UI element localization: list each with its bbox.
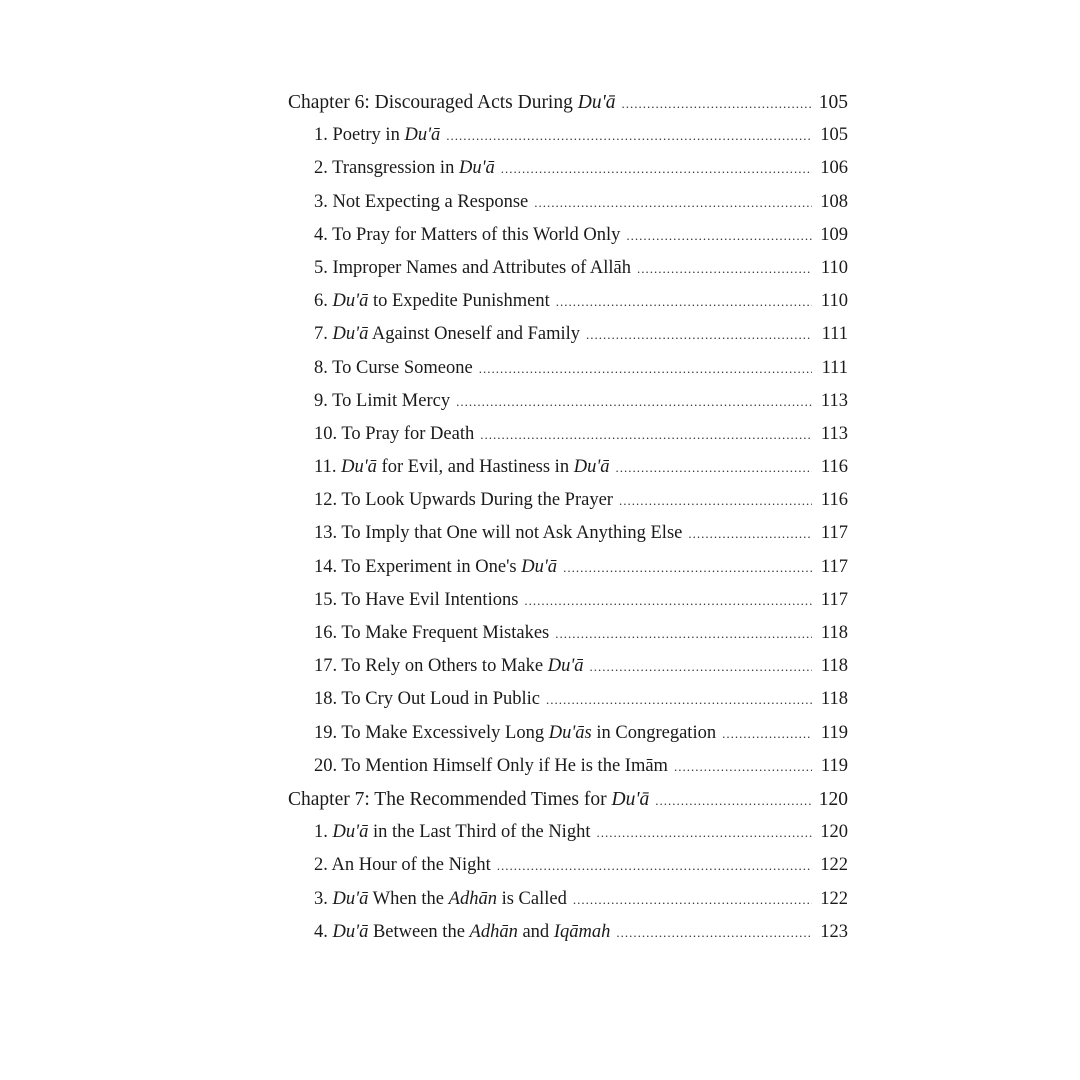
toc-title-segment: 8. To Curse Someone [314,357,473,378]
toc-page-number: 108 [820,191,848,212]
toc-entry-title [314,689,540,710]
toc-title-segment: 3. [314,888,333,909]
toc-page-number: 111 [821,324,848,345]
toc-title-segment: 4. To Pray for Matters of this World Only [314,224,621,245]
dot-leader [501,161,812,177]
toc-entry [288,158,848,191]
toc-page-number: 119 [820,722,848,743]
dot-leader [616,925,812,941]
toc-page-number: 105 [820,125,848,146]
toc-entry-title [314,358,473,379]
toc-title-italic-segment: Iqāmah [553,921,611,942]
toc-entry [288,855,848,888]
toc-entry-title [314,225,620,246]
dot-leader [480,427,812,443]
toc-title-segment: for Evil, and Hastiness in [376,457,574,478]
toc-entry-title [314,723,716,744]
dot-leader [590,659,812,675]
dot-leader [497,858,812,874]
toc-entry [288,523,848,556]
toc-page-number: 105 [818,92,848,113]
dot-leader [674,759,812,775]
toc-title-segment: 15. To Have Evil Intentions [314,589,519,610]
toc-title-segment: 12. To Look Upwards During the Prayer [314,490,613,511]
toc-title-italic-segment: Du'ā [332,921,369,942]
table-of-contents [288,92,848,955]
toc-entry [288,723,848,756]
toc-title-segment: 20. To Mention Himself Only if He is the Imām [314,755,668,776]
toc-title-segment: 6. [314,291,333,312]
dot-leader [446,128,812,144]
dot-leader [596,825,812,841]
dot-leader [534,195,812,211]
toc-entry-title [314,623,549,644]
toc-entry [288,258,848,291]
toc-page-number: 118 [820,689,848,710]
toc-title-segment: Between the [368,921,470,942]
toc-title-segment: in the Last Third of the Night [368,822,591,843]
toc-entry-title [288,92,616,114]
toc-title-segment: Chapter 6: Discouraged Acts During [288,92,578,113]
toc-title-segment: is Called [496,888,567,909]
toc-page-number: 110 [820,257,848,278]
dot-leader [479,361,812,377]
toc-entry-title [288,789,649,811]
toc-entry-title [314,889,567,910]
toc-title-italic-segment: Du'ā [573,457,610,478]
toc-title-italic-segment: Adhān [469,921,518,942]
toc-entry-title [314,855,491,876]
toc-title-italic-segment: Du'ā [341,457,377,478]
dot-leader [655,793,812,809]
toc-entry-title [314,557,557,578]
toc-entry [288,623,848,656]
toc-entry-title [314,391,450,412]
toc-page-number: 122 [820,855,848,876]
toc-title-segment: 10. To Pray for Death [314,423,475,444]
toc-title-italic-segment: Du'ā [577,92,616,113]
toc-title-italic-segment: Adhān [448,888,497,909]
toc-entry [288,490,848,523]
dot-leader [722,726,812,742]
toc-title-segment: 18. To Cry Out Loud in Public [314,689,541,710]
toc-entry [288,125,848,158]
toc-title-segment: When the [368,888,449,909]
toc-title-segment: 19. To Make Excessively Long [314,722,549,743]
toc-title-segment: and [517,921,554,942]
toc-entry [288,192,848,225]
toc-title-segment: 13. To Imply that One will not Ask Anything Else [314,523,683,544]
toc-page-number: 123 [820,921,848,942]
toc-title-segment: 16. To Make Frequent Mistakes [314,623,550,643]
toc-title-segment: to Expedite Punishment [368,291,550,312]
toc-title-segment: in Congregation [591,722,717,743]
toc-chapter-heading [288,92,848,125]
toc-title-segment: Against Oneself and Family [368,324,581,345]
toc-entry [288,358,848,391]
dot-leader [555,626,812,642]
toc-title-italic-segment: Du'ā [404,125,441,146]
toc-chapter-heading [288,789,848,822]
toc-entry [288,391,848,424]
toc-page-number: 116 [820,457,848,478]
dot-leader [456,394,812,410]
toc-page-number: 117 [820,523,848,544]
dot-leader [573,892,812,908]
toc-title-italic-segment: Du'ā [332,888,369,909]
toc-title-segment: Chapter 7: The Recommended Times for [288,788,612,810]
toc-title-segment: 17. To Rely on Others to Make [314,656,548,677]
toc-title-segment: 2. An Hour of the Night [314,855,491,876]
toc-entry-title [314,457,610,478]
toc-entry-title [314,656,584,677]
toc-entry-title [314,490,613,511]
toc-entry [288,225,848,258]
toc-title-segment: 7. [314,324,333,345]
toc-title-italic-segment: Du'ā [332,291,369,312]
toc-page-number: 113 [820,390,848,411]
toc-page-number: 118 [820,656,848,677]
toc-title-segment: 1. Poetry in [314,125,405,146]
toc-title-segment: 14. To Experiment in One's [314,556,522,577]
dot-leader [688,526,812,542]
toc-entry [288,291,848,324]
toc-page-number: 119 [820,755,848,776]
toc-title-italic-segment: Du'ās [548,722,592,743]
toc-entry-title [314,590,518,611]
toc-title-segment: 4. [314,921,333,942]
toc-page-number: 117 [820,589,848,610]
dot-leader [616,460,812,476]
toc-title-segment: 5. Improper Names and Attributes of Allāh [314,257,632,278]
toc-entry-title [314,822,590,843]
toc-entry [288,689,848,722]
toc-entry-title [314,192,528,213]
dot-leader [622,96,813,112]
toc-entry-title [314,258,631,279]
toc-entry-title [314,922,610,943]
toc-page-number: 117 [820,556,848,577]
dot-leader [637,261,812,277]
toc-page-number: 110 [820,291,848,312]
toc-entry-title [314,324,580,345]
dot-leader [586,327,812,343]
toc-page-number: 111 [821,357,848,378]
toc-title-italic-segment: Du'ā [611,788,650,810]
toc-page-number: 120 [820,822,848,843]
dot-leader [619,493,812,509]
toc-entry [288,557,848,590]
toc-title-segment: 9. To Limit Mercy [314,390,451,411]
toc-page-number: 113 [820,423,848,444]
toc-entry [288,922,848,955]
toc-entry [288,756,848,789]
toc-entry-title [314,523,682,544]
dot-leader [563,560,812,576]
toc-title-italic-segment: Du'ā [332,822,369,843]
dot-leader [626,228,812,244]
dot-leader [524,593,812,609]
toc-title-italic-segment: Du'ā [458,158,495,179]
toc-page-number: 120 [818,788,848,810]
toc-entry-title [314,291,550,312]
toc-entry [288,889,848,922]
toc-title-italic-segment: Du'ā [521,556,558,577]
toc-entry-title [314,158,495,179]
toc-entry [288,822,848,855]
toc-page-number: 116 [820,490,848,511]
toc-page-number: 122 [820,888,848,909]
toc-page-number: 118 [820,623,848,643]
toc-title-segment: 3. Not Expecting a Response [314,191,529,212]
toc-entry-title [314,756,668,777]
toc-page-number: 106 [820,158,848,179]
dot-leader [556,294,812,310]
toc-title-segment: 1. [314,822,333,843]
toc-entry [288,457,848,490]
toc-entry [288,424,848,457]
toc-page-number: 109 [820,224,848,245]
toc-title-segment: 2. Transgression in [314,158,459,179]
toc-entry [288,656,848,689]
dot-leader [546,692,812,708]
toc-title-italic-segment: Du'ā [547,656,584,677]
toc-entry-title [314,424,474,445]
toc-title-segment: 11. [314,457,342,478]
toc-entry-title [314,125,440,146]
toc-title-italic-segment: Du'ā [332,324,369,345]
toc-entry [288,324,848,357]
toc-entry [288,590,848,623]
